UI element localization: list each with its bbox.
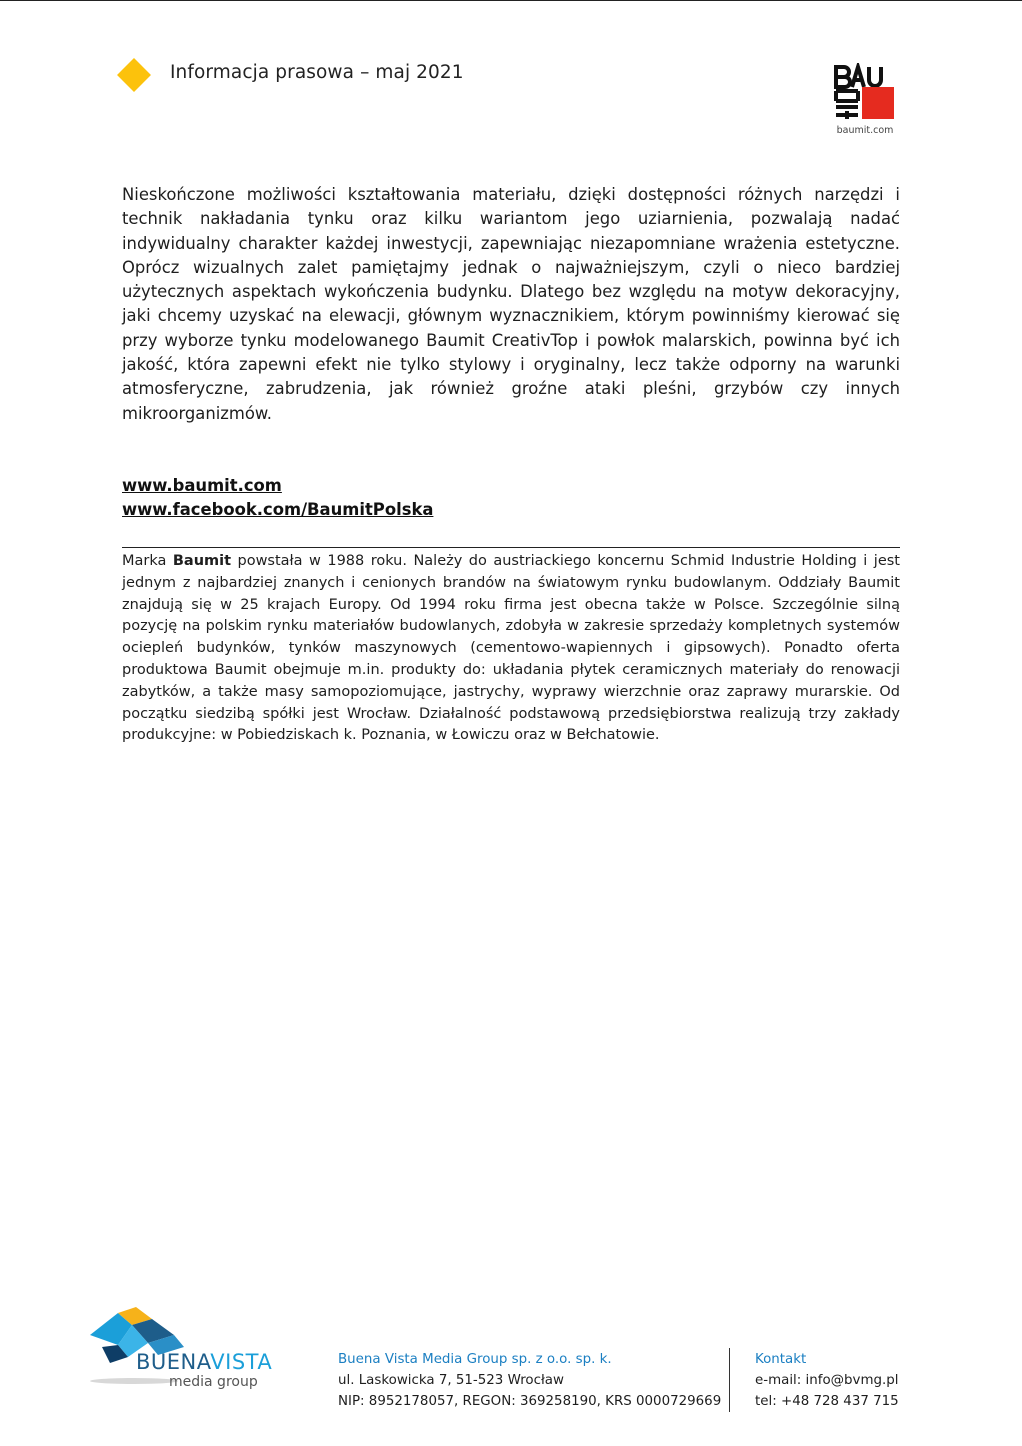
- company-name: Buena Vista Media Group sp. z o.o. sp. k.: [338, 1352, 612, 1367]
- contact-email[interactable]: e-mail: info@bvmg.pl: [755, 1373, 899, 1388]
- contact-phone[interactable]: tel: +48 728 437 715: [755, 1394, 899, 1409]
- buenavista-sub: media group: [169, 1374, 258, 1390]
- company-address: ul. Laskowicka 7, 51-523 Wrocław: [338, 1373, 564, 1388]
- about-text: powstała w 1988 roku. Należy do austriackiego koncernu Schmid Industrie Holding i jest jednym z najbardziej znanych i cenionych brandów na światowym rynku budowlanym. Oddziały Baumit znajdują się w 25 krajach Europy. Od 1994 roku firma jest obecna także w Polsce. Szczególnie silną pozycję na polskim rynku materiałów budowlanych, zdobyła w zakresie sprzedaży kompletnych systemów ociepleń budynków, tynków maszynowych (cementowo-wapiennych i gipsowych). Ponadto oferta produktowa Baumit obejmuje m.in. produkty do: układania płytek ceramicznych materiały do renowacji zabytków, a także masy samopoziomujące, jastrychy, wyprawy wierzchnie oraz zaprawy murarskie. Od początku siedzibą spółki jest Wrocław. Działalność podstawową przedsiębiorstwa realizują trzy zakłady produkcyjne: w Pobiedziskach k. Poznania, w Łowiczu oraz w Bełchatowie.: [122, 553, 900, 744]
- bv-name-part2: VISTA: [210, 1350, 273, 1374]
- buenavista-name: [136, 1350, 272, 1374]
- about-section: [122, 547, 900, 747]
- footer-contact: [755, 1349, 899, 1412]
- diamond-icon: [117, 58, 151, 92]
- link-baumit[interactable]: www.baumit.com: [122, 476, 282, 495]
- page-title: Informacja prasowa – maj 2021: [170, 62, 464, 83]
- links: [122, 474, 433, 522]
- baumit-red-square: [862, 87, 894, 119]
- bv-name-part1: BUENA: [136, 1350, 211, 1374]
- top-rule: [0, 0, 1022, 1]
- logo-caption: baumit.com: [836, 125, 894, 136]
- about-brand: Baumit: [172, 553, 232, 569]
- footer-company: [338, 1349, 721, 1412]
- link-facebook[interactable]: www.facebook.com/BaumitPolska: [122, 500, 434, 519]
- footer-divider: [729, 1348, 730, 1412]
- contact-label: Kontakt: [755, 1352, 807, 1367]
- baumit-logo: [834, 63, 896, 141]
- company-registry: NIP: 8952178057, REGON: 369258190, KRS 0000729669: [338, 1394, 722, 1409]
- main-paragraph: Nieskończone możliwości kształtowania materiału, dzięki dostępności różnych narzędzi i technik nakładania tynku oraz kilku wariantom jego uziarnienia, pozwalają nadać indywidualny charakter każdej inwestycji, zapewniając niezapomniane wrażenia estetyczne. Oprócz wizualnych zalet pamiętajmy jednak o najważniejszym, czyli o nieco bardziej użytecznych aspektach wykończenia budynku. Dlatego bez względu na motyw dekoracyjny, jaki chcemy uzyskać na elewacji, głównym wyznacznikiem, którym powinniśmy kierować się przy wyborze tynku modelowanego Baumit CreativTop i powłok malarskich, powinna być ich jakość, która zapewni efekt nie tylko stylowy i oryginalny, lecz także odporny na warunki atmosferyczne, zabrudzenia, jak również groźne ataki pleśni, grzybów czy innych mikroorganizmów.: [122, 185, 900, 423]
- about-prefix: Marka: [122, 553, 173, 569]
